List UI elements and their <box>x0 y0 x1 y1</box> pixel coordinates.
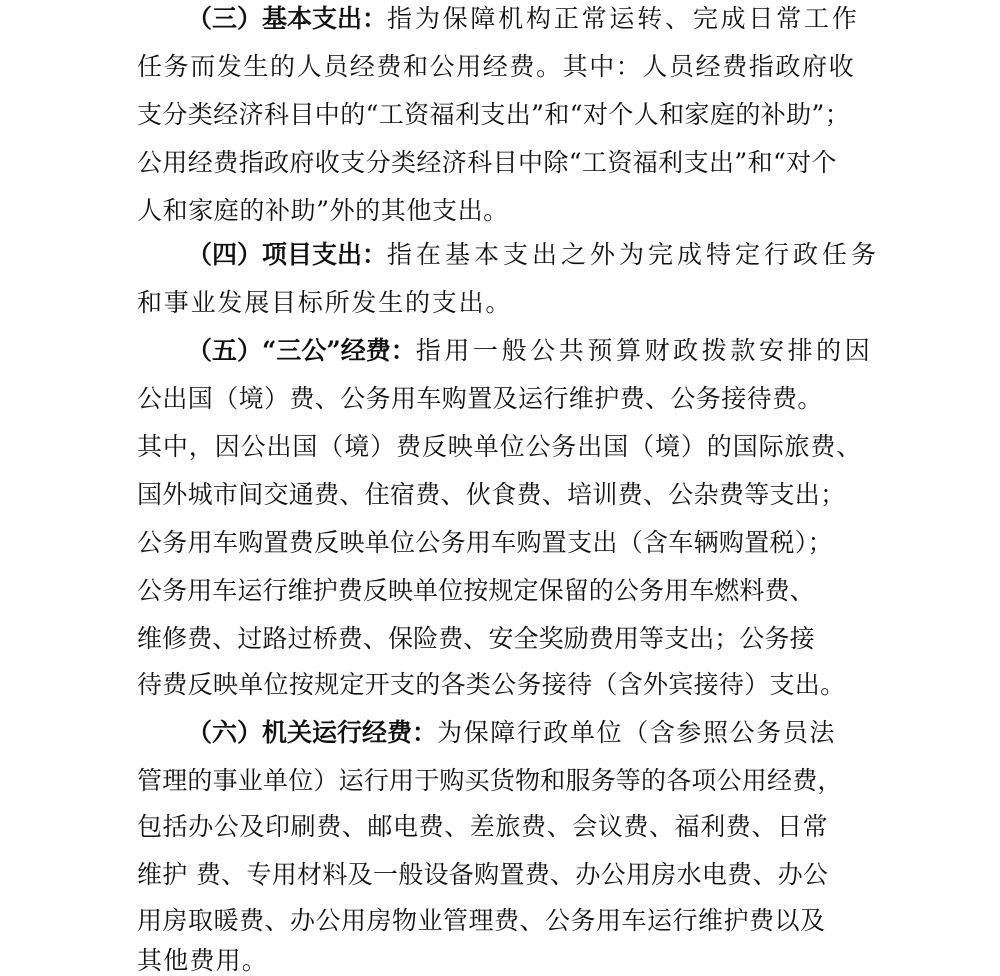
paragraph-line: 人和家庭的补助”外的其他支出。 <box>137 196 509 225</box>
paragraph-line: 和事业发展目标所发生的支出。 <box>137 288 513 317</box>
paragraph-line: 待费反映单位按规定开支的各类公务接待（含外宾接待）支出。 <box>137 670 846 699</box>
section-heading-basic-expenditure: （三）基本支出： <box>187 4 388 33</box>
paragraph-line: 包括办公及印刷费、邮电费、差旅费、会议费、福利费、日常 <box>137 812 829 841</box>
paragraph-line: 任务而发生的人员经费和公用经费。其中：人员经费指政府收 <box>137 52 856 81</box>
section-heading-agency-operating-expenses: （六）机关运行经费： <box>187 718 438 747</box>
paragraph-line: 维修费、过路过桥费、保险费、安全奖励费用等支出；公务接 <box>137 624 815 653</box>
paragraph-line <box>187 718 836 748</box>
paragraph-text: 指为保障机构正常运转、完成日常工作 <box>387 4 860 33</box>
paragraph-line: 管理的事业单位）运行用于购买货物和服务等的各项公用经费， <box>137 766 843 795</box>
paragraph-line: 维护 费、专用材料及一般设备购置费、办公用房水电费、办公 <box>137 860 829 889</box>
section-heading-three-public-expenses: （五）“三公”经费： <box>187 336 416 365</box>
paragraph-line: 公用经费指政府收支分类经济科目中除“工资福利支出”和“对个 <box>137 148 837 177</box>
paragraph-line: 支分类经济科目中的“工资福利支出”和“对个人和家庭的补助”； <box>137 100 851 129</box>
paragraph-line: 公务用车运行维护费反映单位按规定保留的公务用车燃料费、 <box>137 576 815 605</box>
paragraph-line: 用房取暖费、办公用房物业管理费、公务用车运行维护费以及 <box>137 906 826 935</box>
paragraph-line: 公务用车购置费反映单位公务用车购置支出（含车辆购置税）； <box>137 528 833 557</box>
paragraph-line <box>187 240 880 270</box>
paragraph-line: 其中，因公出国（境）费反映单位公务出国（境）的国际旅费、 <box>137 432 863 461</box>
paragraph-line <box>187 336 873 366</box>
paragraph-line: 国外城市间交通费、住宿费、伙食费、培训费、公杂费等支出； <box>137 480 846 509</box>
paragraph-line <box>187 4 860 34</box>
section-heading-project-expenditure: （四）项目支出： <box>187 240 388 269</box>
paragraph-text: 指在基本支出之外为完成特定行政任务 <box>387 240 881 269</box>
paragraph-line: 公出国（境）费、公务用车购置及运行维护费、公务接待费。 <box>137 384 823 413</box>
paragraph-text: 指用一般公共预算财政拨款安排的因 <box>415 336 874 365</box>
paragraph-line: 其他费用。 <box>137 946 269 975</box>
paragraph-text: 为保障行政单位（含参照公务员法 <box>437 718 837 747</box>
